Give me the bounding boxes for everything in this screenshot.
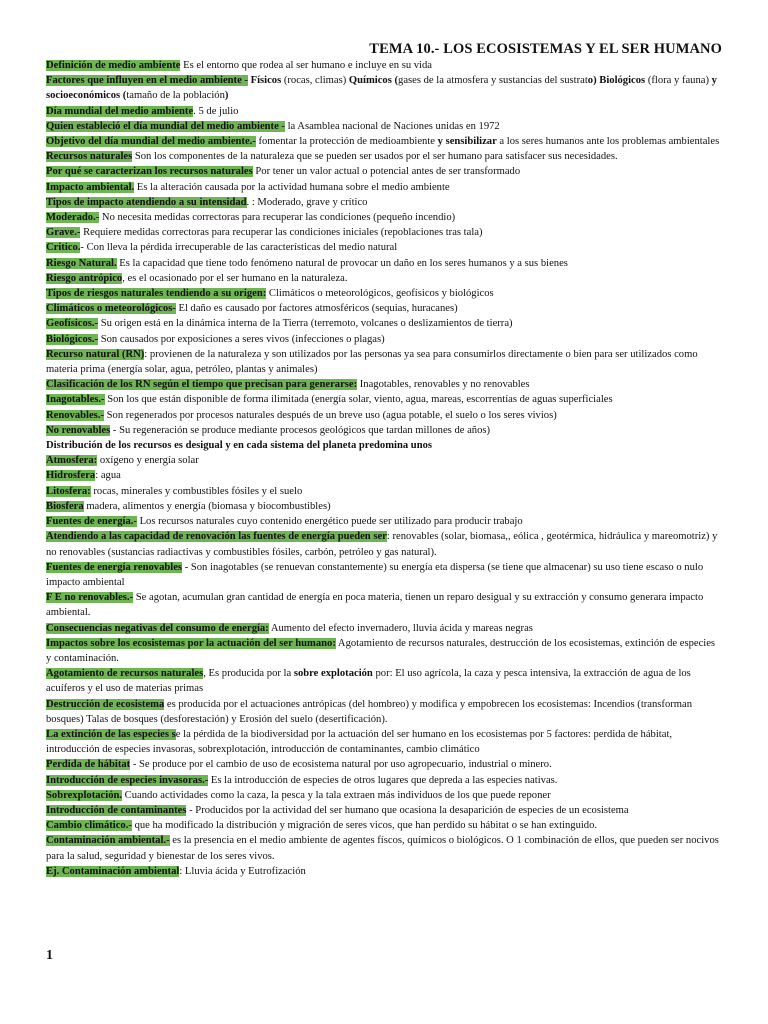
bold-text: Físicos — [250, 75, 282, 87]
entry-text: - Producidos por la actividad del ser humano que ocasiona la desaparición de especies de un ecosistema — [186, 804, 629, 816]
highlighted-term: Perdida de hábitat — [46, 759, 131, 771]
entry-text: : agua — [95, 470, 121, 482]
highlighted-term: Moderado.- — [46, 212, 100, 224]
entry-text: tamaño de la población — [126, 90, 225, 102]
entry-10 — [46, 225, 722, 240]
entry-38 — [46, 773, 722, 788]
entry-0 — [46, 58, 722, 73]
entry-text: es la presencia en el medio ambiente de agentes físcos, químicos o biológicos. O 1 combinación de ellos, que pueden ser nocivos para la salud, seguridad y bienestar de los seres vivos. — [46, 835, 719, 862]
entry-text: Aumento del efecto invernadero, lluvia ácida y mareas negras — [268, 622, 533, 634]
entry-text: Es el entorno que rodea al ser humano e incluye en su vida — [180, 60, 433, 71]
entry-text: fomentar la protección de medioambiente — [255, 136, 438, 148]
entry-5 — [46, 149, 722, 164]
entry-text: : provienen de la naturaleza y son utilizados por las personas ya sea para consumirlos directamente o bien para ser utilizados como materia prima (energía solar, agua, petróleo, plantas y animales) — [46, 348, 698, 376]
entry-35 — [46, 697, 722, 727]
highlighted-term: Contaminación ambiental.- — [46, 835, 170, 847]
highlighted-term: Destrucción de ecosistema — [46, 698, 165, 710]
entry-text: Es la introducción de especies de otros lugares que depreda a las especies nativas. — [208, 774, 558, 786]
bold-text: Químicos ( — [348, 75, 399, 87]
entry-16 — [46, 316, 722, 331]
entry-30 — [46, 560, 722, 590]
entry-15 — [46, 301, 722, 316]
highlighted-term: Inagotables.- — [46, 394, 105, 406]
entry-text: (rocas, climas) — [281, 75, 349, 87]
entry-7 — [46, 180, 722, 195]
highlighted-term: Grave.- — [46, 227, 81, 239]
highlighted-term: Hidrosfera — [46, 470, 96, 482]
bold-text: sobre explotación — [293, 668, 373, 680]
entry-36 — [46, 727, 722, 757]
highlighted-term: No renovables — [46, 424, 111, 436]
entry-6 — [46, 164, 722, 179]
entry-text: : Lluvia ácida y Eutrofización — [179, 865, 306, 877]
entry-42 — [46, 833, 722, 863]
entry-text: (flora y fauna) — [645, 75, 712, 87]
entry-19 — [46, 377, 722, 392]
entry-text: . 5 de julio — [193, 105, 239, 117]
highlighted-term: Quien estableció el día mundial del medio ambiente - — [46, 120, 285, 132]
highlighted-term: Agotamiento de recursos naturales — [46, 668, 204, 680]
highlighted-term: Climáticos o meteorológicos- — [46, 303, 176, 315]
highlighted-term: Atmosfera: — [46, 455, 98, 467]
entry-25 — [46, 468, 722, 483]
highlighted-term: Impacto ambiental. — [46, 181, 135, 193]
entry-40 — [46, 803, 722, 818]
entry-text: Es la alteración causada por la actividad humana sobre el medio ambiente — [134, 181, 450, 193]
entry-text: - Son inagotables (se renuevan constantemente) su energía eta dispersa (se tiene que almacenar) su uso tiene escaso o nulo impacto ambiental — [46, 561, 704, 588]
highlighted-term: Riesgo Natural. — [46, 257, 117, 269]
entry-29 — [46, 529, 722, 559]
entry-1 — [46, 73, 722, 103]
entry-text: - Su regeneración se produce mediante procesos geológicos que tardan millones de años) — [110, 424, 491, 436]
entry-text: No necesita medidas correctoras para recuperar las condiciones (pequeño incendio) — [99, 212, 456, 224]
highlighted-term: Cambio climático.- — [46, 820, 132, 832]
highlighted-term: Renovables.- — [46, 409, 104, 421]
highlighted-term: Riesgo antrópico — [46, 272, 123, 284]
entry-4 — [46, 134, 722, 149]
document-title: TEMA 10.- LOS ECOSISTEMAS Y EL SER HUMANO — [369, 41, 722, 57]
bold-text: Distribución de los recursos es desigual y en cada sistema del planeta predomina unos — [46, 440, 433, 452]
entry-43 — [46, 864, 722, 879]
entry-text: - Con lleva la pérdida irrecuperable de las características del medio natural — [80, 242, 398, 254]
highlighted-term: Tipos de impacto atendiendo a su intensidad — [46, 196, 247, 208]
bold-text: y sensibilizar — [437, 136, 497, 148]
entry-text: rocas, minerales y combustibles fósiles y el suelo — [90, 485, 303, 497]
entry-34 — [46, 666, 722, 696]
entry-text: El daño es causado por factores atmosféricos (sequias, huracanes) — [175, 303, 458, 315]
highlighted-term: Fuentes de energía renovables — [46, 561, 183, 573]
entry-9 — [46, 210, 722, 225]
entry-32 — [46, 621, 722, 636]
highlighted-term: Impactos sobre los ecosistemas por la actuación del ser humano: — [46, 637, 336, 649]
page-number: 1 — [46, 948, 53, 963]
entry-text: Son regenerados por procesos naturales después de un breve uso (agua potable, el suelo o los seres vivios) — [103, 409, 557, 421]
entry-text: Se agotan, acumulan gran cantidad de energía en poca materia, tienen un reparo desigual y su extracción y consumo generara impacto ambiental. — [46, 592, 704, 619]
entry-17 — [46, 332, 722, 347]
highlighted-term: Biosfera — [46, 500, 84, 512]
entry-3 — [46, 119, 722, 134]
highlighted-term: Tipos de riesgos naturales tendiendo a su origen: — [46, 288, 267, 300]
entry-text: la Asamblea nacional de Naciones unidas en 1972 — [284, 120, 500, 132]
highlighted-term: La extinción de las especies s — [46, 728, 176, 740]
entry-text: Por tener un valor actual o potencial antes de ser transformado — [252, 166, 521, 178]
entry-text: que ha modificado la distribución y migración de seres vicos, que han perdido su hábitat o se han extinguido. — [131, 820, 598, 832]
entry-24 — [46, 453, 722, 468]
highlighted-term: Ej. Contaminación ambiental — [46, 865, 180, 877]
entry-28 — [46, 514, 722, 529]
entry-text: Son los componentes de la naturaleza que se pueden ser usados por el ser humano para satisfacer sus necesidades. — [132, 151, 618, 163]
highlighted-term: Litosfera: — [46, 485, 91, 497]
entry-text: es producida por el actuaciones antrópicas (del hombreo) y modifica y empobrecen los ecosistemas: Incendios (transforman bosques) Talas de bosques (desforestación) y Erosión del suelo (desertificación). — [46, 698, 693, 725]
entry-26 — [46, 484, 722, 499]
entry-text: Son los que están disponible de forma ilimitada (energía solar, viento, agua, mareas, escorrentías de aguas superficiales — [104, 394, 613, 406]
entry-8 — [46, 195, 722, 210]
highlighted-term: Atendiendo a las capacidad de renovación las fuentes de energía pueden ser — [46, 531, 387, 543]
entry-text: , Es producida por la — [203, 668, 294, 680]
entry-14 — [46, 286, 722, 301]
highlighted-term: Factores que influyen en el medio ambiente - — [46, 75, 248, 87]
document-page — [46, 40, 722, 879]
highlighted-term: Introducción de especies invasoras.- — [46, 774, 209, 786]
entry-12 — [46, 256, 722, 271]
entry-text: Inagotables, renovables y no renovables — [357, 379, 530, 391]
entry-41 — [46, 818, 722, 833]
entry-31 — [46, 590, 722, 620]
highlighted-term: Critico. — [46, 242, 81, 254]
entry-text: Los recursos naturales cuyo contenido energético puede ser utilizado para producir trabajo — [136, 516, 523, 528]
highlighted-term: Fuentes de energía.- — [46, 516, 137, 528]
entry-22 — [46, 423, 722, 438]
entry-20 — [46, 392, 722, 407]
entry-text: Son causados por exposiciones a seres vivos (infecciones o plagas) — [98, 333, 385, 345]
highlighted-term: Día mundial del medio ambiente — [46, 105, 194, 117]
entry-37 — [46, 757, 722, 772]
entry-27 — [46, 499, 722, 514]
entry-text: gases de la atmosfera y sustancias del sustrat — [398, 75, 588, 87]
entry-text: Requiere medidas correctoras para recuperar las condiciones iniciales (repoblaciones tras tala) — [80, 227, 483, 239]
highlighted-term: Biológicos.- — [46, 333, 99, 345]
entry-33 — [46, 636, 722, 666]
bold-text: o) — [587, 75, 597, 87]
highlighted-term: Consecuencias negativas del consumo de energía: — [46, 622, 269, 634]
bold-text: ) — [224, 90, 229, 102]
entry-text: Climáticos o meteorológicos, geofísicos y biológicos — [266, 288, 494, 300]
entry-text: Es la capacidad que tiene todo fenómeno natural de provocar un daño en los seres humanos y a sus bienes — [116, 257, 568, 269]
highlighted-term: Geofísicos.- — [46, 318, 99, 330]
entry-text: oxígeno y energía solar — [97, 455, 199, 467]
highlighted-term: Recurso natural (RN) — [46, 348, 145, 360]
entry-text: , es el ocasionado por el ser humano en la naturaleza. — [122, 272, 348, 284]
bold-text: Biológicos — [599, 75, 646, 87]
highlighted-term: Por qué se caracterizan los recursos naturales — [46, 166, 253, 178]
entry-text: Agotamiento de recursos naturales, destrucción de los ecosistemas, extinción de especies y contaminación. — [46, 637, 716, 664]
document-body — [46, 58, 722, 879]
entry-text: por: El uso agrícola, la caza y pesca intensiva, la extracción de agua de los acuíferos y el uso de materias primas — [46, 668, 691, 695]
entry-text: e la pérdida de la biodiversidad por la actuación del ser humano en los ecosistemas por 5 factores: perdida de hábitat, introducción de especies invasoras, sobrexplotación, introducción de contaminantes, cambio climático — [46, 728, 673, 756]
highlighted-term: Sobrexplotación. — [46, 789, 123, 801]
entry-text: - Se produce por el cambio de uso de ecosistema natural por uso agropecuario, industrial o minero. — [130, 759, 552, 771]
highlighted-term: Objetivo del día mundial del medio ambiente.- — [46, 136, 256, 148]
highlighted-term: Clasificación de los RN según el tiempo que precisan para generarse: — [46, 379, 358, 391]
entry-18 — [46, 347, 722, 377]
entry-11 — [46, 240, 722, 255]
highlighted-term: Introducción de contaminantes — [46, 804, 187, 816]
highlighted-term: F E no renovables.- — [46, 592, 134, 604]
entry-13 — [46, 271, 722, 286]
entry-text: Cuando actividades como la caza, la pesca y la tala extraen más individuos de los que puede reponer — [122, 789, 551, 801]
entry-text: madera, alimentos y energía (biomasa y biocombustibles) — [83, 500, 331, 512]
entry-2 — [46, 104, 722, 119]
entry-text: : renovables (solar, biomasa,, eólica , geotérmica, hidráulica y mareomotriz) y no renovables (sustancias radiactivas y combustibles fósiles, carbón, petróleo y gas natural). — [46, 531, 718, 558]
bold-text: y socioeconómicos ( — [46, 75, 717, 102]
entry-text: . : Moderado, grave y crítico — [246, 196, 368, 208]
entry-text: Su origen está en la dinámica interna de la Tierra (terremoto, volcanes o deslizamientos de tierra) — [98, 318, 513, 330]
entry-text: a los seres humanos ante los problemas ambientales — [496, 136, 720, 148]
highlighted-term: Recursos naturales — [46, 151, 133, 163]
entry-23 — [46, 438, 722, 453]
highlighted-term: Definición de medio ambiente — [46, 60, 181, 71]
entry-39 — [46, 788, 722, 803]
entry-21 — [46, 408, 722, 423]
